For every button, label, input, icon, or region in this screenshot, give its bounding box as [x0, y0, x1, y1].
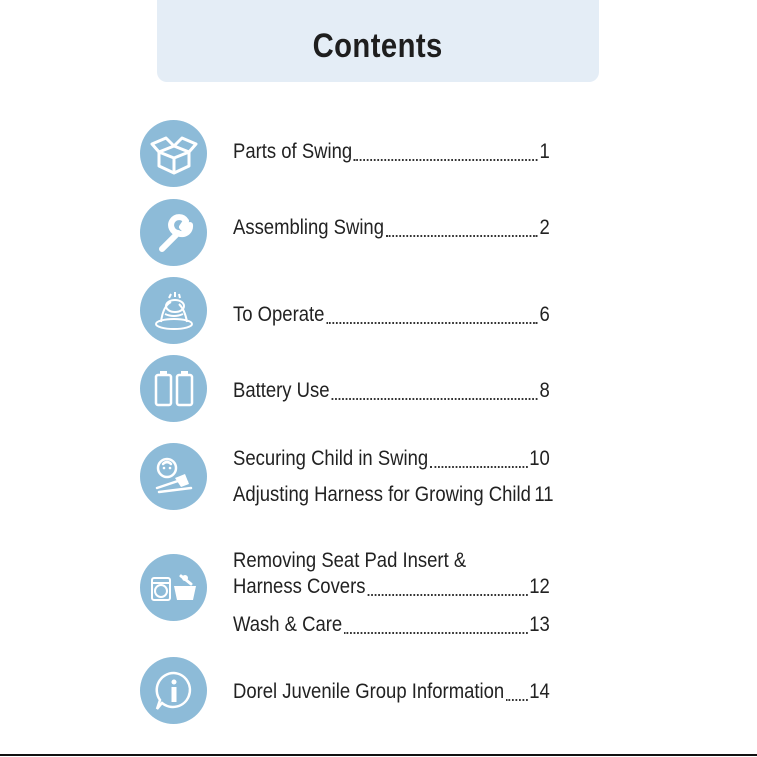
toc-leader — [326, 322, 538, 324]
toc-page: 1 — [539, 140, 550, 163]
toc-leader — [430, 466, 528, 468]
open-box-icon — [140, 120, 207, 187]
toc-leader — [506, 699, 528, 701]
toc-entry-dorel-information[interactable] — [233, 680, 550, 706]
toc-label: Securing Child in Swing — [233, 447, 429, 470]
toc-page: 13 — [529, 613, 550, 636]
toc-entry-securing-child[interactable] — [233, 447, 550, 473]
child-in-seat-icon — [140, 443, 207, 510]
toc-label: Battery Use — [233, 379, 330, 402]
toc-page: 8 — [539, 379, 550, 402]
toc-entry-adjusting-harness[interactable] — [233, 483, 554, 509]
toc-leader — [344, 632, 528, 634]
battery-icon — [140, 355, 207, 422]
toc-label: Wash & Care — [233, 613, 343, 636]
toc-entry-removing-seat-pad[interactable] — [233, 549, 550, 601]
toc-page: 11 — [534, 483, 554, 506]
wrench-icon — [140, 199, 207, 266]
toc-page: 10 — [529, 447, 550, 470]
toc-entry-wash-care[interactable] — [233, 613, 550, 639]
toc-entry-battery-use[interactable] — [233, 379, 550, 405]
swing-icon — [140, 277, 207, 344]
toc-entry-assembling-swing[interactable] — [233, 216, 550, 242]
toc-label-line2: Harness Covers — [233, 575, 366, 598]
toc-page: 2 — [539, 216, 550, 239]
toc-entry-parts-of-swing[interactable] — [233, 140, 550, 166]
toc-leader — [367, 594, 527, 596]
toc-label: Dorel Juvenile Group Information — [233, 680, 505, 703]
toc-leader — [354, 159, 538, 161]
toc-label: To Operate — [233, 303, 325, 326]
page-title: Contents — [312, 26, 444, 65]
toc-label-line1: Removing Seat Pad Insert & — [233, 549, 467, 572]
toc-label: Adjusting Harness for Growing Child — [233, 483, 531, 506]
toc-page: 6 — [539, 303, 550, 326]
toc-page: 12 — [529, 575, 550, 598]
toc-entry-to-operate[interactable] — [233, 303, 550, 329]
toc-label: Parts of Swing — [233, 140, 353, 163]
toc-leader — [386, 235, 538, 237]
toc-page: 14 — [529, 680, 550, 703]
bottom-rule — [0, 754, 757, 756]
washing-icon — [140, 554, 207, 621]
toc-leader — [331, 398, 537, 400]
info-icon — [140, 657, 207, 724]
contents-header — [157, 0, 599, 82]
toc-label: Assembling Swing — [233, 216, 385, 239]
